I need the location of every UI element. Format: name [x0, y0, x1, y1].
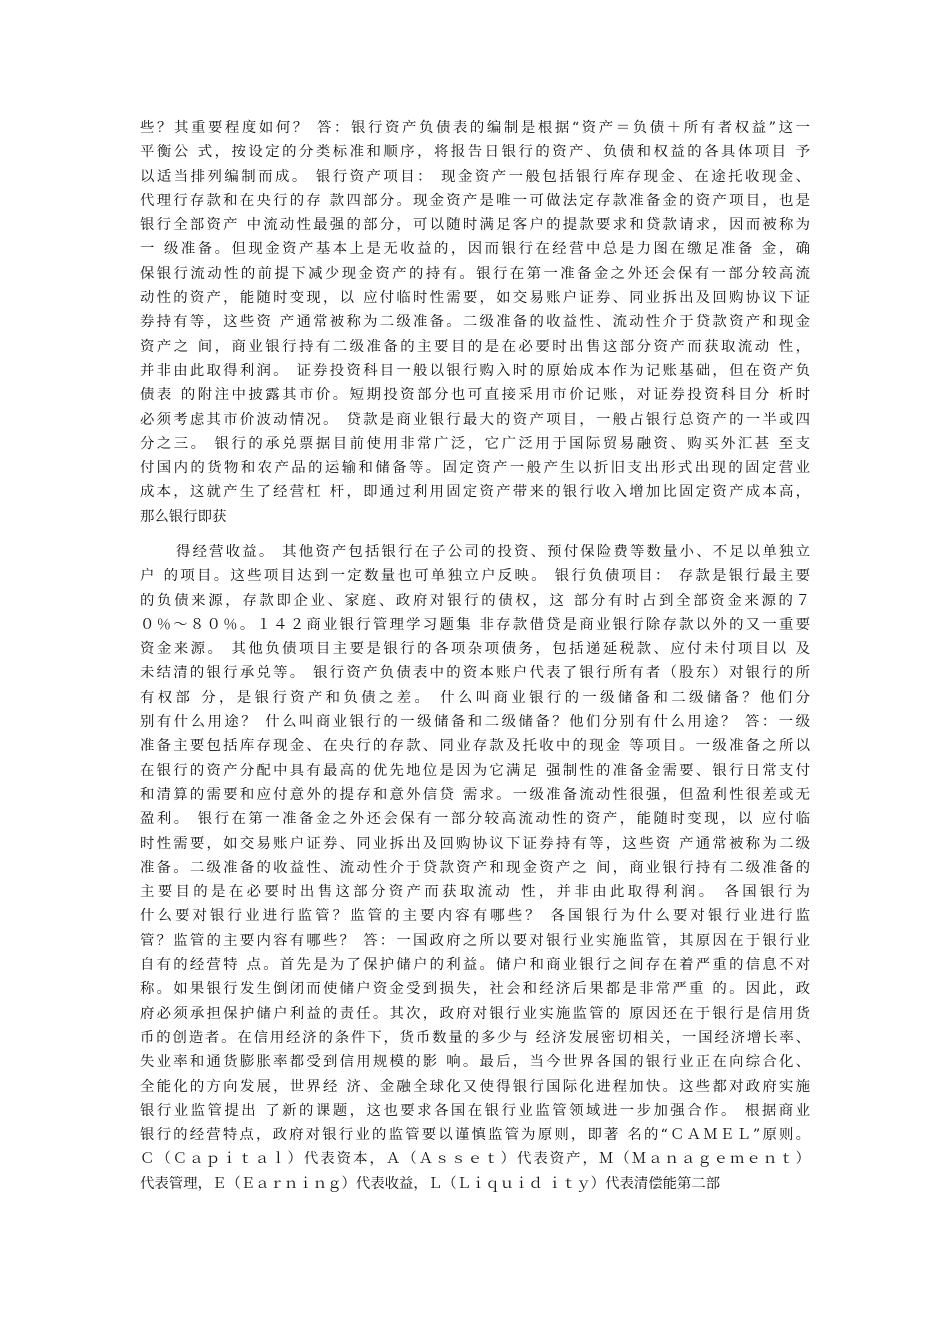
paragraph-balance-sheet — [140, 116, 810, 529]
text-line: 些？其重要程度如何？ 答：银行资产负债表的编制是根据“资产＝负债＋所有者权益”这一 — [140, 120, 810, 136]
text-line: 以适当排列编制而成。 银行资产项目： 现金资产一般包括银行库存现金、在途托收现金、 — [140, 168, 810, 185]
text-line: 盈利。 银行在第一准备金之外还会保有一部分较高流动性的资产，能随时变现，以 应付临 — [140, 811, 810, 828]
text-line: 必须考虑其市价波动情况。 贷款是商业银行最大的资产项目，一般占银行总资产的一半或四 — [140, 411, 810, 428]
text-line: 准备主要包括库存现金、在央行的存款、同业存款及托收中的现金 等项目。一级准备之所以 — [140, 738, 810, 755]
text-line: 币的创造者。在信用经济的条件下，货币数量的多少与 经济发展密切相关，一国经济增长率、 — [140, 1029, 810, 1046]
text-line: 银行全部资产 中流动性最强的部分，可以随时满足客户的提款要求和贷款请求，因而被称为 — [140, 217, 810, 234]
text-line: 别有什么用途？ 什么叫商业银行的一级储备和二级储备？他们分别有什么用途？ 答：一级 — [140, 714, 810, 731]
text-line: 成本，这就产生了经营杠 杆，即通过利用固定资产带来的银行收入增加比固定资产成本高， — [140, 484, 810, 501]
text-line: 分之三。 银行的承兑票据目前使用非常广泛，它广泛用于国际贸易融资、购买外汇甚 至支 — [140, 435, 810, 452]
text-line: 未结清的银行承兑等。 银行资产负债表中的资本账户代表了银行所有者（股东）对银行的所 — [140, 665, 810, 682]
paragraph-liabilities-reserves-regulation — [140, 540, 810, 1196]
text-line: 银行的经营特点，政府对银行业的监管要以谨慎监管为原则，即著 名的“ＣＡＭＥＬ”原则。 — [140, 1127, 810, 1144]
text-line: 户 的项目。这些项目达到一定数量也可单独立户反映。 银行负债项目： 存款是银行最主要 — [140, 568, 810, 585]
text-line: 债表 的附注中披露其市价。短期投资部分也可直接采用市价记账，对证券投资科目分 析时 — [140, 387, 810, 404]
text-line: 动性的资产，能随时变现，以 应付临时性需要，如交易账户证券、同业拆出及回购协议下证 — [140, 290, 810, 307]
text-line: 全能化的方向发展，世界经 济、金融全球化又使得银行国际化进程加快。这些都对政府实施 — [140, 1078, 810, 1095]
text-line: 那么银行即获 — [140, 508, 227, 525]
text-line: 管？监管的主要内容有哪些？ 答：一国政府之所以要对银行业实施监管，其原因在于银行业 — [140, 932, 810, 949]
text-line: 失业率和通货膨胀率都受到信用规模的影 响。最后，当今世界各国的银行业正在向综合化、 — [140, 1054, 810, 1071]
text-line: 准备。二级准备的收益性、流动性介于贷款资产和现金资产之 间，商业银行持有二级准备的 — [140, 859, 810, 876]
text-line: 平衡公 式，按设定的分类标准和顺序，将报告日银行的资产、负债和权益的各具体项目 予 — [140, 144, 810, 161]
text-line: 时性需要，如交易账户证券、同业拆出及回购协议下证券持有等，这些资 产通常被称为二级 — [140, 835, 810, 852]
text-line: 一 级准备。但现金资产基本上是无收益的，因而银行在经营中总是力图在缴足准备 金，确 — [140, 241, 810, 258]
text-line: 主要目的是在必要时出售这部分资产而获取流动 性，并非由此取得利润。 各国银行为 — [140, 884, 810, 901]
text-line: 什么要对银行业进行监管？监管的主要内容有哪些？ 各国银行为什么要对银行业进行监 — [140, 908, 810, 925]
text-line: 和清算的需要和应付意外的提存和意外信贷 需求。一级准备流动性很强，但盈利性很差或无 — [140, 786, 810, 803]
text-line: 代理行存款和在央行的存 款四部分。现金资产是唯一可做法定存款准备金的资产项目，也是 — [140, 192, 810, 209]
text-line: 保银行流动性的前提下减少现金资产的持有。银行在第一准备金之外还会保有一部分较高流 — [140, 265, 810, 282]
text-line: ０％～８０％。１４２商业银行管理学习题集 非存款借贷是商业银行除存款以外的又一重要 — [140, 616, 810, 633]
text-line: 付国内的货物和农产品的运输和储备等。固定资产一般产生以折旧支出形式出现的固定营业 — [140, 460, 810, 477]
text-line: 得经营收益。 其他资产包括银行在子公司的投资、预付保险费等数量小、不足以单独立 — [176, 544, 810, 560]
text-line: 的负债来源，存款即企业、家庭、政府对银行的债权，这 部分有时占到全部资金来源的７ — [140, 592, 810, 609]
text-line: 资产之 间，商业银行持有二级准备的主要目的是在必要时出售这部分资产而获取流动 性， — [140, 338, 810, 355]
text-line: 在银行的资产分配中具有最高的优先地位是因为它满足 强制性的准备金需要、银行日常支付 — [140, 762, 810, 779]
text-line: 代表管理，Ｅ（Ｅａｒｎｉｎｇ）代表收益，Ｌ（Ｌｉｑｕｉｄ ｉｔｙ）代表清偿能第二部 — [140, 1175, 721, 1192]
text-line: 并非由此取得利润。 证券投资科目一般以银行购入时的原始成本作为记账基础，但在资产负 — [140, 362, 810, 379]
text-line: 资金来源。 其他负债项目主要是银行的各项杂项债务，包括递延税款、应付未付项目以 及 — [140, 641, 810, 658]
text-line: 府必须承担保护储户利益的责任。其次，政府对银行业实施监管的 原因还在于银行是信用货 — [140, 1005, 810, 1022]
text-line: 券持有等，这些资 产通常被称为二级准备。二级准备的收益性、流动性介于贷款资产和现金 — [140, 314, 810, 331]
text-line: Ｃ（Ｃａｐｉｔａｌ）代表资本，Ａ（Ａｓｓｅｔ）代表资产，Ｍ（Ｍａｎａｇｅｍｅｎｔ） — [140, 1151, 810, 1168]
text-line: 有权部 分，是银行资产和负债之差。 什么叫商业银行的一级储备和二级储备？他们分 — [140, 689, 810, 706]
text-line: 银行业监管提出 了新的课题，这也要求各国在银行业监管领域进一步加强合作。 根据商业 — [140, 1102, 810, 1119]
text-line: 称。如果银行发生倒闭而使储户资金受到损失，社会和经济后果都是非常严重 的。因此，政 — [140, 981, 810, 998]
text-line: 自有的经营特 点。首先是为了保护储户的利益。储户和商业银行之间存在着严重的信息不对 — [140, 957, 810, 974]
